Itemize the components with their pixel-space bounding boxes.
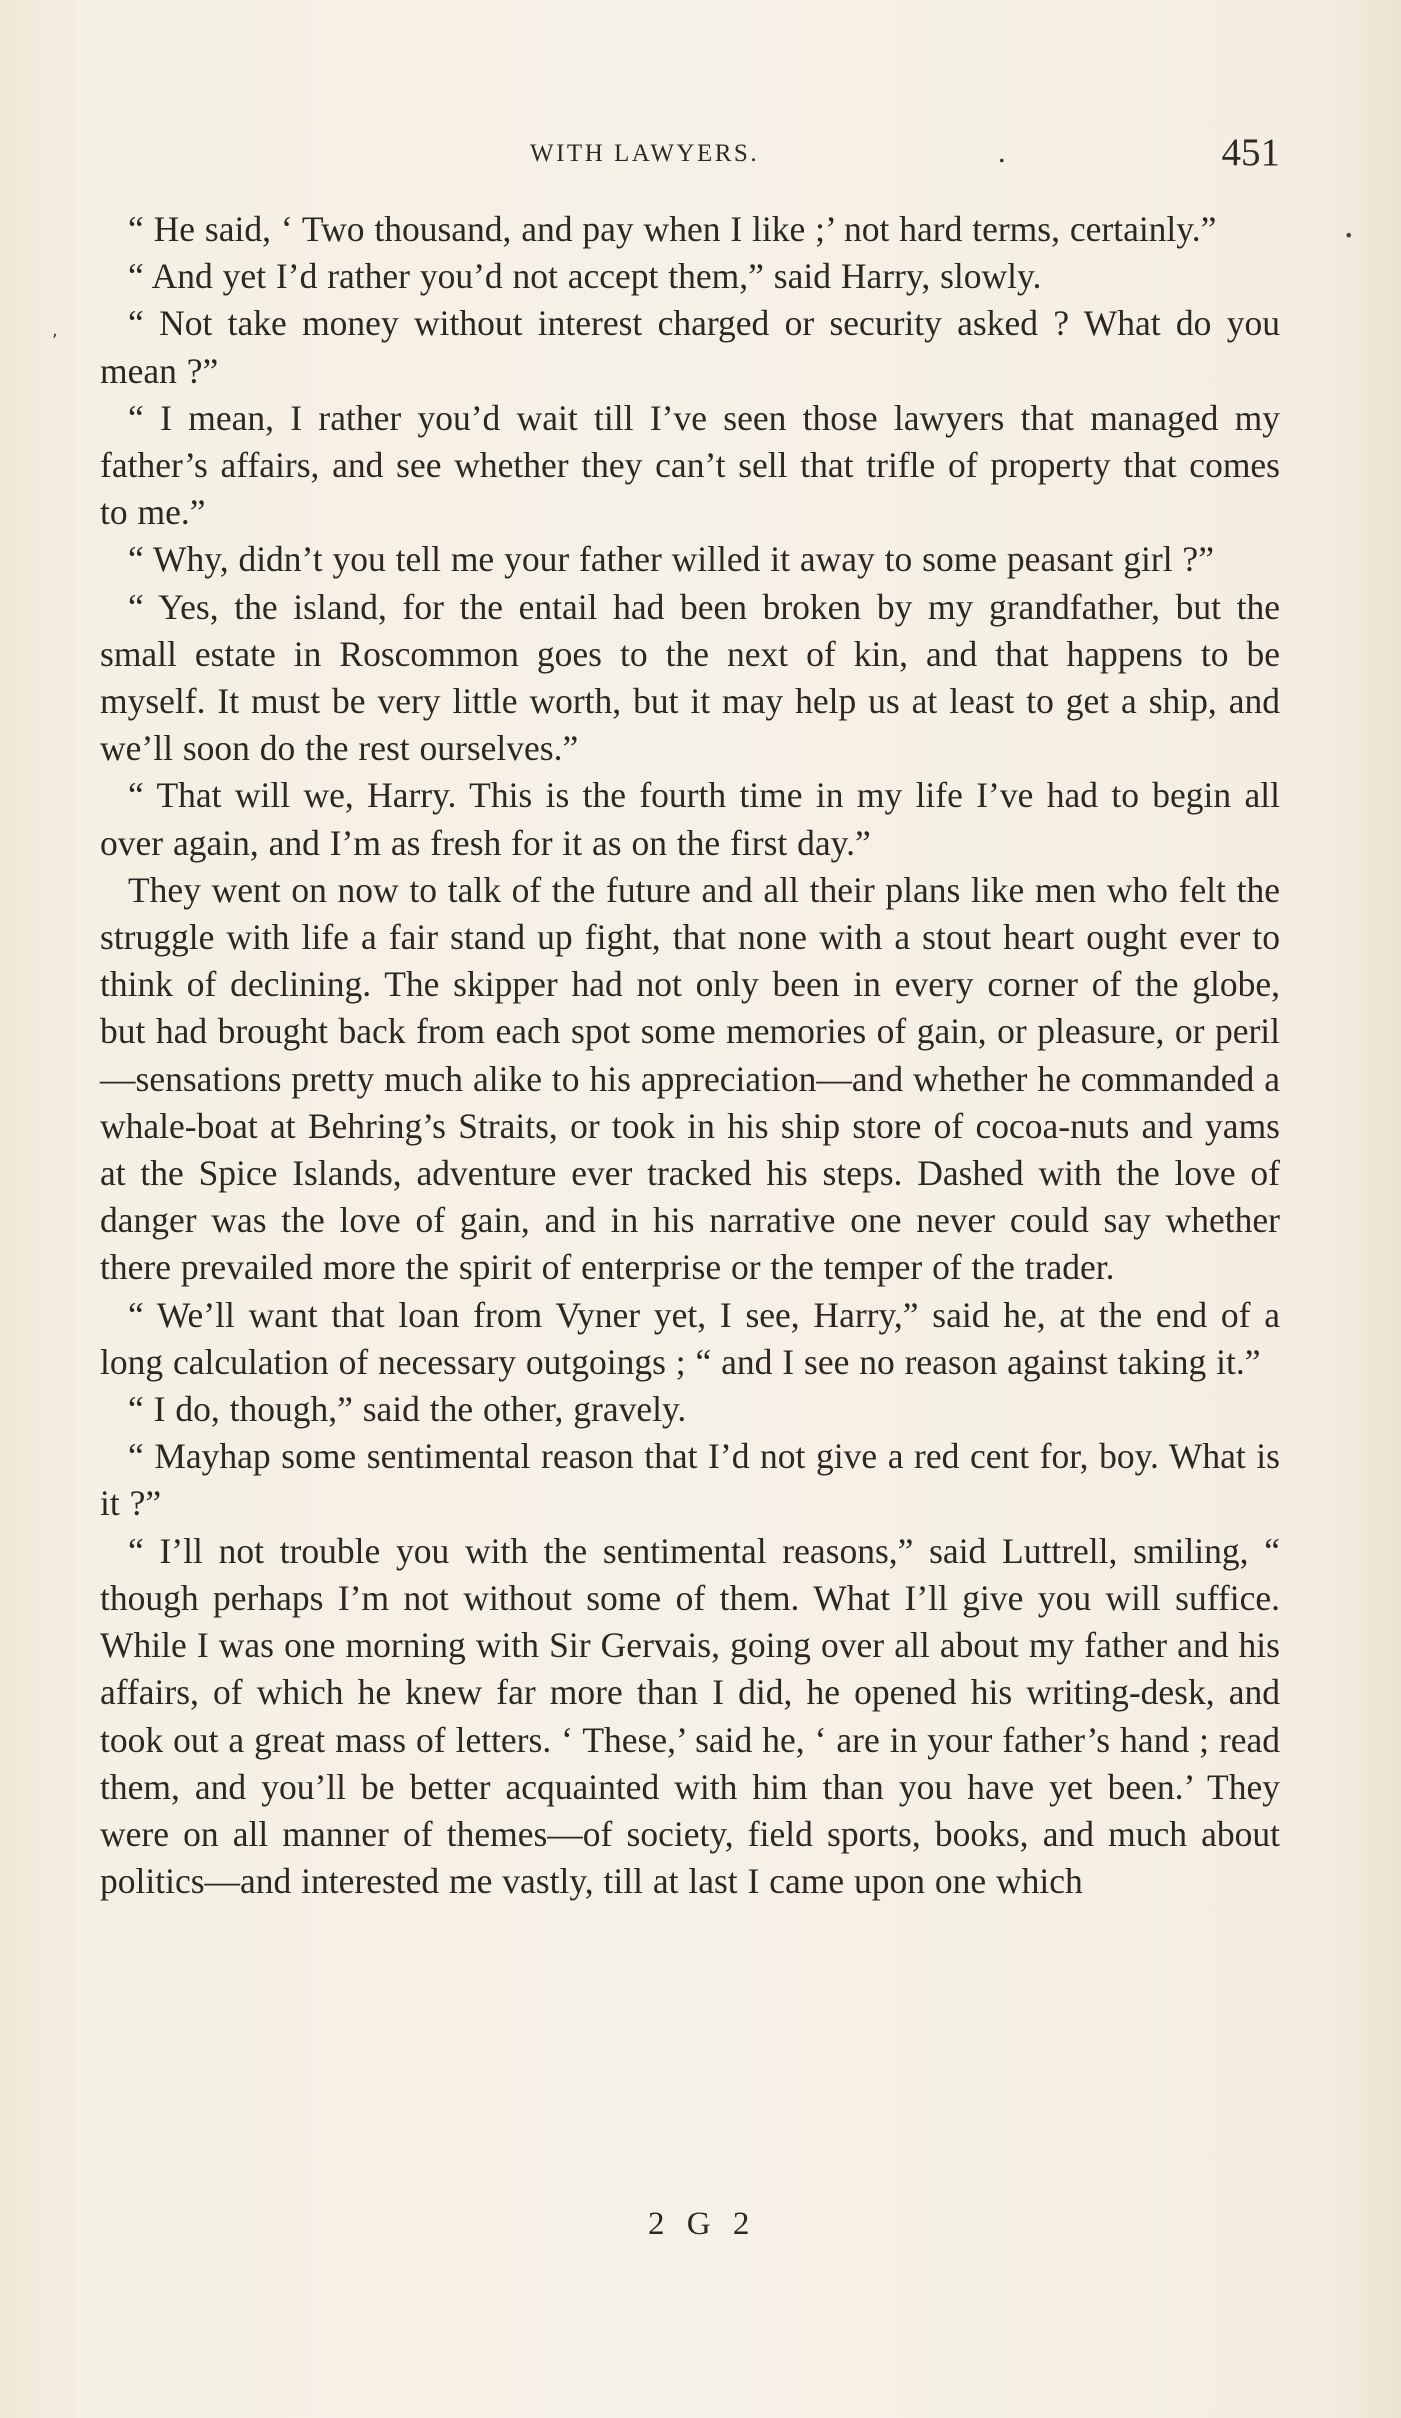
paragraph: “ I do, though,” said the other, gravely. [128, 1389, 687, 1430]
page-header [100, 128, 1280, 184]
paragraph: “ Why, didn’t you tell me your father willed it away to some peasant girl ?” [128, 539, 1214, 580]
paragraph: “ I mean, I rather you’d wait till I’ve seen those lawyers that managed my father’s affairs, and see whether they can’t sell that trifle of property that comes to me.” [100, 397, 1280, 533]
paragraph: “ Mayhap some sentimental reason that I’d not give a red cent for, boy. What is it ?” [100, 1436, 1280, 1524]
running-head: WITH LAWYERS. [530, 140, 760, 167]
paragraph: They went on now to talk of the future and all their plans like men who felt the struggle with life a fair stand up fight, that none with a stout heart ought ever to think of declining. The skipper had not only been in every corner of the globe, but had brought back from each spot some memories of gain, or pleasure, or peril—sensations pretty much alike to his appreciation—and whether he commanded a whale-boat at Behring’s Straits, or took in his ship store of cocoa-nuts and yams at the Spice Islands, adventure ever tracked his steps. Dashed with the love of danger was the love of gain, and in his narrative one never could say whether there prevailed more the spirit of enterprise or the temper of the trader. [100, 869, 1280, 1288]
paragraph: “ That will we, Harry. This is the fourth time in my life I’ve had to begin all over again, and I’m as fresh for it as on the first day.” [100, 775, 1280, 863]
paragraph: “ And yet I’d rather you’d not accept them,” said Harry, slowly. [128, 256, 1042, 297]
paragraph: “ We’ll want that loan from Vyner yet, I see, Harry,” said he, at the end of a long calculation of necessary outgoings ; “ and I see no reason against taking it.” [100, 1294, 1280, 1382]
paragraph: “ He said, ‘ Two thousand, and pay when I like ;’ not hard terms, certainly.” [128, 209, 1217, 249]
margin-mark-right: • [1344, 226, 1354, 245]
paragraph: “ Not take money without interest charged or security asked ? What do you mean ?” [100, 303, 1280, 391]
page-number: 451 [1221, 131, 1280, 174]
header-dot: . [998, 136, 1006, 169]
paragraph: “ Yes, the island, for the entail had been broken by my grandfather, but the small estate in Roscommon goes to the next of kin, and that happens to be myself. It must be very little worth, but it may help us at least to get a ship, and we’ll soon do the rest ourselves.” [100, 586, 1280, 769]
paragraph: “ I’ll not trouble you with the sentimental reasons,” said Luttrell, smiling, “ though perhaps I’m not without some of them. What I’ll give you will suffice. While I was one morning with Sir Gervais, going over all about my father and his affairs, of which he knew far more than I did, he opened his writing-desk, and took out a great mass of letters. ‘ These,’ said he, ‘ are in your father’s hand ; read them, and you’ll be better acquainted with him than you have yet been.’ They were on all manner of themes—of society, field sports, books, and much about politics—and interested me vastly, till at last I came upon one which [100, 1530, 1280, 1902]
signature-mark: 2 G 2 [648, 2206, 757, 2242]
body-text [100, 206, 1280, 1905]
margin-mark-left: , [52, 320, 58, 341]
